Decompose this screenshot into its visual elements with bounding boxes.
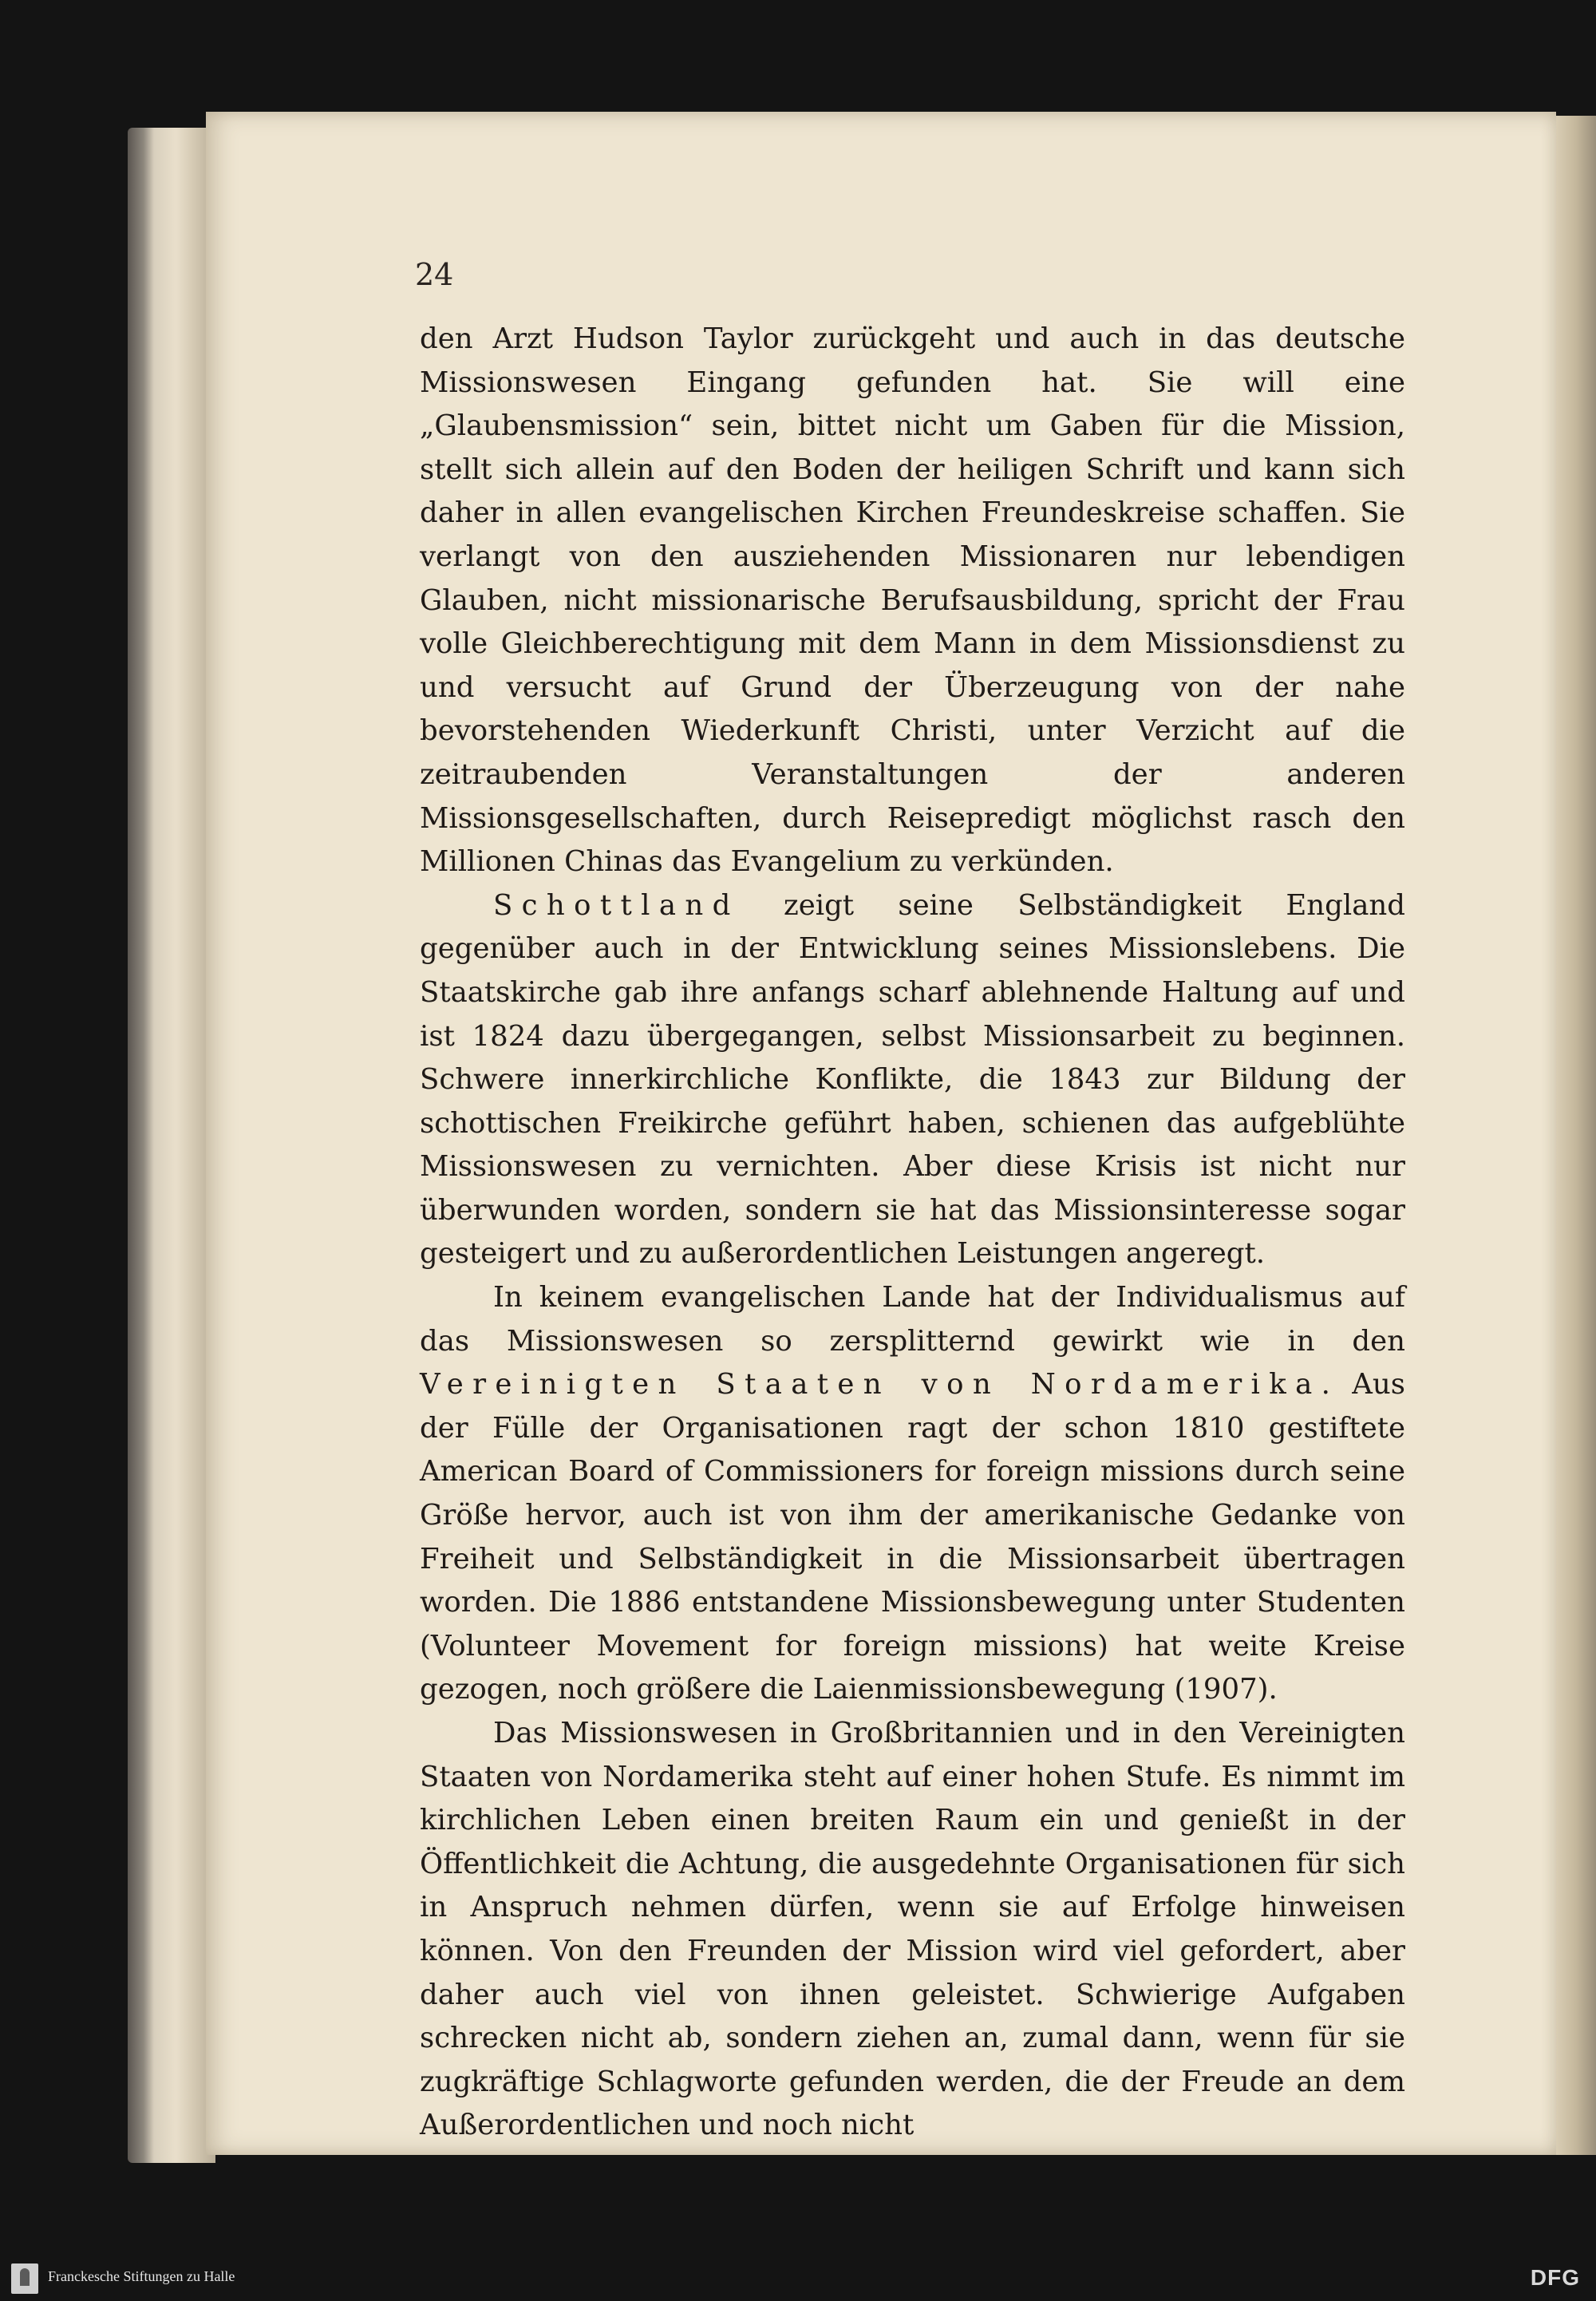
emphasis-schottland: Schottland — [493, 888, 740, 922]
footer-organization: Franckesche Stiftungen zu Halle — [48, 2268, 235, 2284]
page-number: 24 — [415, 257, 454, 292]
paragraph-2-text: zeigt seine Selbständigkeit England gegenüber auch in der Entwicklung seines Missionslebens. Die Staatskirche gab ihre anfangs scharf ablehnende Haltung auf und ist 1824 dazu übergegangen, selbst Missionsarbeit zu beginnen. Schwere innerkirchliche Konflikte, die 1843 zur Bildung der schottischen Freikirche geführt haben, schienen das aufgeblühte Missionswesen zu vernichten. Aber diese Krisis ist nicht nur überwunden worden, sondern sie hat das Missionsinteresse sogar gesteigert und zu außerordentlichen Leistungen angeregt. — [420, 888, 1405, 1271]
paragraph-4 — [420, 1712, 1405, 2148]
paragraph-1-text: den Arzt Hudson Taylor zurückgeht und auch in das deutsche Missionswesen Eingang gefunden hat. Sie will eine „Glaubensmission“ sein, bittet nicht um Gaben für die Mission, stellt sich allein auf den Boden der heiligen Schrift und kann sich daher in allen evangelischen Kirchen Freundeskreise schaffen. Sie verlangt von den ausziehenden Missionaren nur lebendigen Glauben, nicht missionarische Berufsausbildung, spricht der Frau volle Gleichberechtigung mit dem Mann in dem Missionsdienst zu und versucht auf Grund der Überzeugung von der nahe bevorstehenden Wiederkunft Christi, unter Verzicht auf die zeitraubenden Veranstaltungen der anderen Missionsgesellschaften, durch Reisepredigt möglichst rasch den Millionen Chinas das Evangelium zu verkünden. — [420, 322, 1405, 879]
francke-logo-icon — [11, 2263, 38, 2294]
paragraph-4-text: Das Missionswesen in Großbritannien und in den Vereinigten Staaten von Nordamerika steht auf einer hohen Stufe. Es nimmt im kirchlichen Leben einen breiten Raum ein und genießt in der Öffentlichkeit die Achtung, die ausgedehnte Organisationen für sich in Anspruch nehmen dürfen, wenn sie auf Erfolge hinweisen können. Von den Freunden der Mission wird viel gefordert, aber daher auch viel von ihnen geleistet. Schwierige Aufgaben schrecken nicht ab, sondern ziehen an, zumal dann, wenn für sie zugkräftige Schlagworte gefunden werden, die der Freude an dem Außerordentlichen und noch nicht — [420, 1717, 1405, 2142]
page-text — [420, 318, 1405, 2148]
paragraph-2 — [420, 884, 1405, 1276]
emphasis-vereinigte-staaten: Vereinigten Staaten von Nordamerika — [420, 1368, 1321, 1402]
paragraph-3 — [420, 1276, 1405, 1712]
paragraph-3-text-end: . Aus der Fülle der Organisationen ragt der schon 1810 gestiftete American Board of Commissioners for foreign missions durch seine Größe hervor, auch ist von ihm der amerikanische Gedanke von Freiheit und Selbständigkeit in die Missionsarbeit übertragen worden. Die 1886 entstandene Missionsbewegung unter Studenten (Volunteer Movement for foreign missions) hat weite Kreise gezogen, noch größere die Laienmissionsbewegung (1907). — [420, 1368, 1405, 1706]
dfg-logo: DFG — [1530, 2265, 1580, 2290]
viewer-footer — [0, 2256, 1596, 2301]
book-right-edge — [1556, 116, 1596, 2155]
paragraph-3-text-start: In keinem evangelischen Lande hat der Individualismus auf das Missionswesen so zersplitternd gewirkt wie in den — [420, 1281, 1405, 1358]
paragraph-1 — [420, 318, 1405, 884]
book-page-edges — [128, 128, 215, 2163]
